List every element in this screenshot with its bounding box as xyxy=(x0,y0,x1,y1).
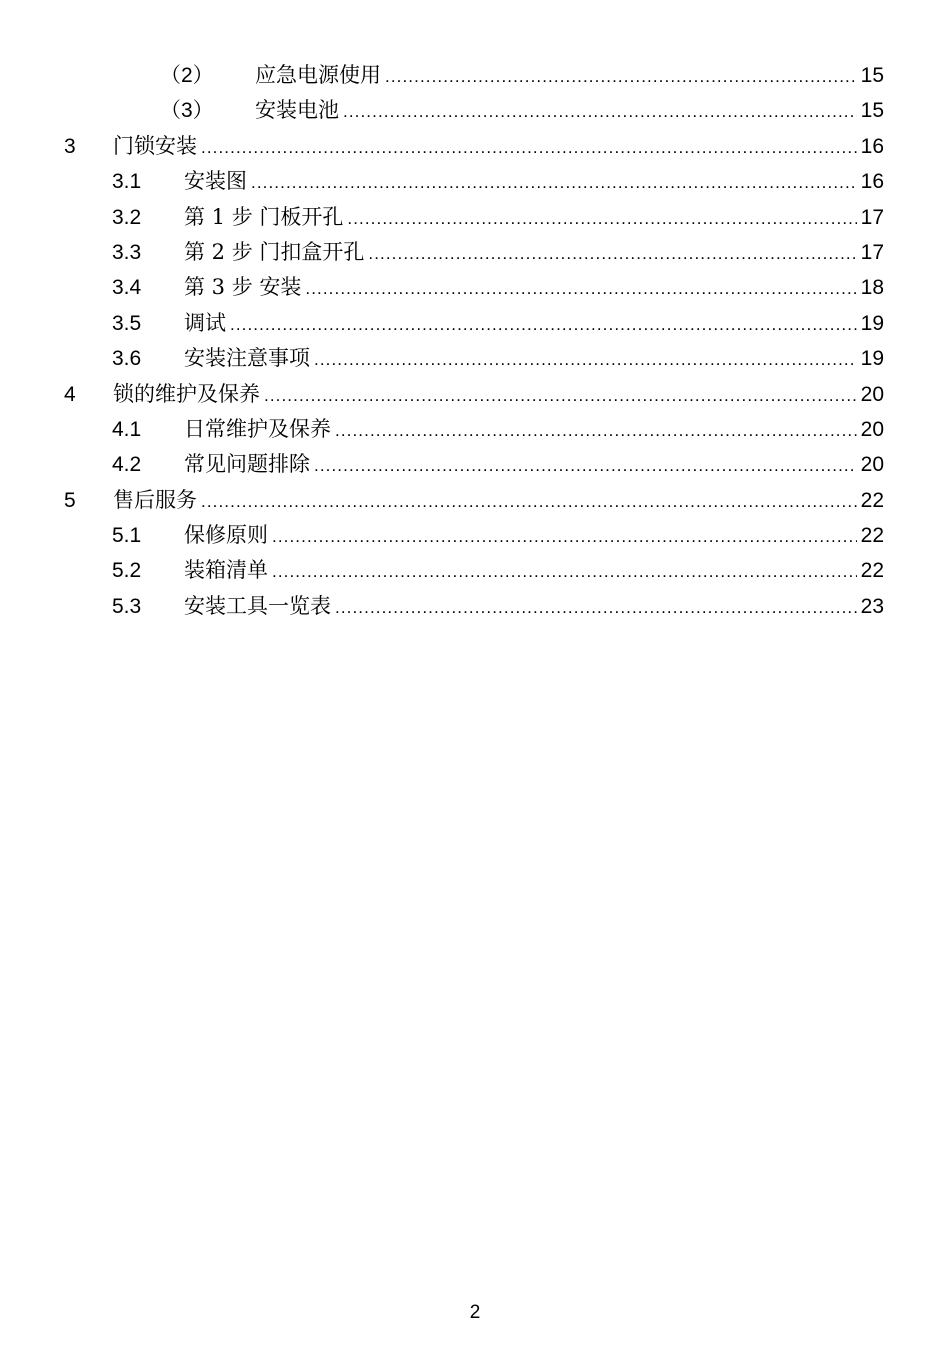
page-number: 2 xyxy=(469,1302,481,1323)
toc-entry-page: 20 xyxy=(860,417,884,441)
toc-entry-page: 17 xyxy=(860,205,884,229)
toc-dot-leader xyxy=(201,484,857,519)
toc-dot-leader xyxy=(230,307,857,342)
toc-entry-title: 保修原则 xyxy=(184,523,268,548)
toc-dot-leader xyxy=(335,413,857,448)
toc-entry-page: 15 xyxy=(860,99,884,123)
toc-entry-body xyxy=(184,553,884,589)
toc-entry-body xyxy=(113,129,884,165)
toc-entry[interactable] xyxy=(0,341,950,376)
toc-dot-leader xyxy=(314,448,857,483)
toc-entry[interactable] xyxy=(0,164,950,199)
toc-entry-title: 第 1 步 门板开孔 xyxy=(184,204,344,229)
toc-entry-number: 4.2 xyxy=(112,453,142,477)
toc-dot-leader xyxy=(201,130,857,165)
toc-dot-leader xyxy=(343,94,857,129)
toc-entry-page: 16 xyxy=(860,170,884,194)
toc-entry-body xyxy=(184,306,884,342)
toc-entry[interactable] xyxy=(0,589,950,624)
toc-dot-leader xyxy=(305,271,856,306)
toc-entry-title: 常见问题排除 xyxy=(184,452,310,477)
toc-entry-body xyxy=(184,341,884,377)
toc-entry-title: 安装注意事项 xyxy=(184,346,310,371)
toc-entry-title: 应急电源使用 xyxy=(255,63,381,87)
table-of-contents xyxy=(0,58,950,624)
toc-entry-number: 3.3 xyxy=(112,240,142,264)
toc-dot-leader xyxy=(347,201,856,236)
toc-entry-title: 安装电池 xyxy=(255,98,339,123)
toc-entry-page: 19 xyxy=(860,347,884,371)
toc-dot-leader xyxy=(385,59,857,94)
toc-entry-title: 安装工具一览表 xyxy=(184,593,331,618)
toc-entry-number: 3.4 xyxy=(112,276,142,300)
toc-entry-number: （2） xyxy=(160,64,214,87)
toc-entry-body xyxy=(184,589,884,625)
toc-dot-leader xyxy=(264,378,857,413)
toc-entry[interactable] xyxy=(0,200,950,235)
toc-entry[interactable] xyxy=(0,235,950,270)
toc-dot-leader xyxy=(272,554,857,589)
toc-entry-number: 4 xyxy=(64,382,76,406)
toc-entry-body xyxy=(113,483,884,519)
toc-entry[interactable] xyxy=(0,518,950,553)
toc-entry-body xyxy=(184,447,884,483)
toc-entry-title: 门锁安装 xyxy=(113,133,197,158)
toc-entry-number: 3.1 xyxy=(112,170,142,194)
toc-dot-leader xyxy=(251,165,857,200)
toc-entry-body xyxy=(184,235,884,271)
toc-entry[interactable] xyxy=(0,447,950,482)
toc-entry-page: 16 xyxy=(860,134,884,158)
toc-entry-number: （3） xyxy=(160,99,214,123)
toc-entry[interactable] xyxy=(0,93,950,128)
toc-entry-number: 4.1 xyxy=(112,417,142,441)
toc-entry-title: 调试 xyxy=(184,310,226,335)
toc-entry[interactable] xyxy=(0,270,950,305)
toc-entry-page: 22 xyxy=(860,488,884,512)
toc-entry-title: 锁的维护及保养 xyxy=(113,381,260,406)
toc-entry-body xyxy=(184,270,884,306)
toc-entry-body xyxy=(184,200,884,236)
toc-entry-title: 售后服务 xyxy=(113,487,197,512)
toc-entry-title: 第 2 步 门扣盒开孔 xyxy=(184,239,365,264)
toc-entry[interactable] xyxy=(0,483,950,518)
toc-entry[interactable] xyxy=(0,306,950,341)
toc-dot-leader xyxy=(368,236,856,271)
toc-entry[interactable] xyxy=(0,58,950,93)
toc-entry-page: 22 xyxy=(860,559,884,583)
toc-entry[interactable] xyxy=(0,553,950,588)
toc-entry-number: 3.2 xyxy=(112,205,142,229)
toc-entry-body xyxy=(113,377,884,413)
toc-entry-title: 第 3 步 安装 xyxy=(184,275,302,300)
toc-entry-page: 18 xyxy=(860,276,884,300)
toc-entry-page: 23 xyxy=(860,594,884,618)
toc-entry-number: 3.6 xyxy=(112,347,142,371)
toc-entry-body xyxy=(184,164,884,200)
toc-entry-number: 5.2 xyxy=(112,559,142,583)
toc-entry-number: 3.5 xyxy=(112,311,142,335)
toc-dot-leader xyxy=(314,342,857,377)
toc-entry-number: 3 xyxy=(64,134,76,158)
toc-dot-leader xyxy=(272,519,857,554)
toc-entry-page: 17 xyxy=(860,240,884,264)
toc-entry-body xyxy=(184,412,884,448)
toc-entry-body xyxy=(184,518,884,554)
toc-entry-title: 安装图 xyxy=(184,169,247,194)
toc-dot-leader xyxy=(335,590,857,625)
toc-entry-title: 装箱清单 xyxy=(184,558,268,583)
toc-entry-page: 20 xyxy=(860,382,884,406)
toc-entry-page: 22 xyxy=(860,524,884,548)
toc-entry-body xyxy=(255,58,884,94)
toc-entry-page: 19 xyxy=(860,311,884,335)
toc-entry-page: 15 xyxy=(860,64,884,87)
toc-entry-number: 5 xyxy=(64,488,76,512)
toc-entry[interactable] xyxy=(0,129,950,164)
toc-entry[interactable] xyxy=(0,412,950,447)
toc-entry-body xyxy=(255,93,884,129)
toc-entry-number: 5.3 xyxy=(112,594,142,618)
toc-entry-page: 20 xyxy=(860,453,884,477)
toc-entry-number: 5.1 xyxy=(112,524,142,548)
toc-entry-title: 日常维护及保养 xyxy=(184,416,331,441)
toc-entry[interactable] xyxy=(0,377,950,412)
